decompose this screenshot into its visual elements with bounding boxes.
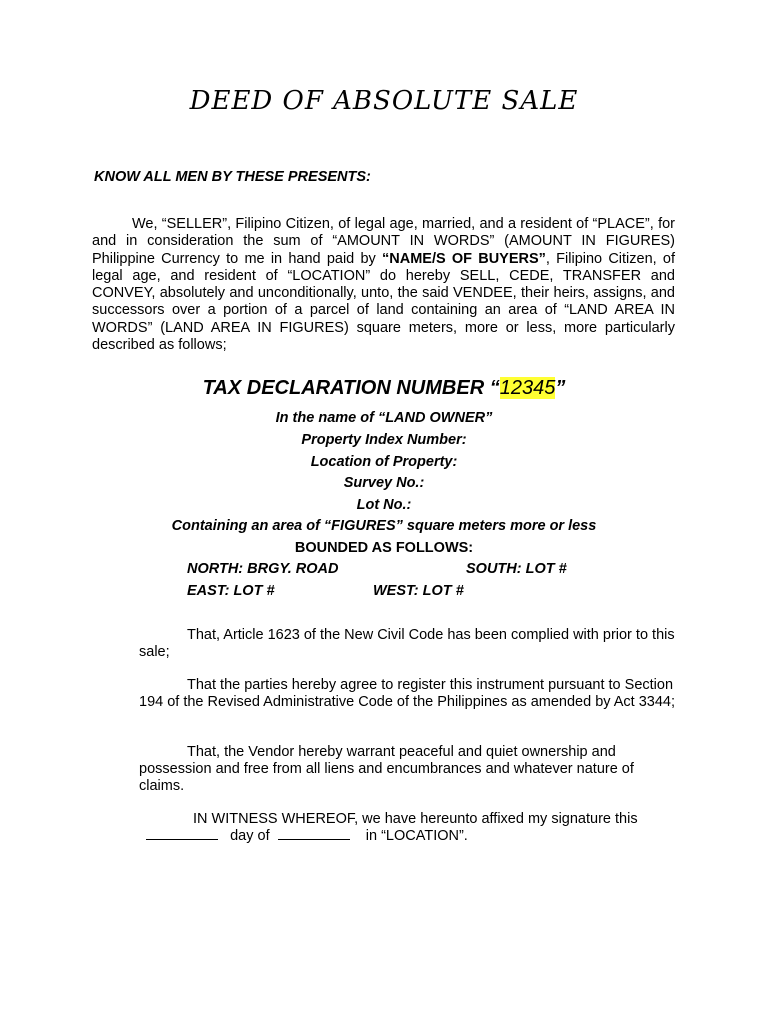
location-text: in “LOCATION”.: [365, 828, 468, 844]
survey-number: Survey No.:: [343, 475, 425, 491]
article-clause-text: That, Article 1623 of the New Civil Code has been complied with prior to this sale;: [139, 627, 675, 660]
register-clause-text: That the parties hereby agree to register this instrument pursuant to Section 194 of the Revised Administrative Code of the Philippines as amended by Act 3344;: [139, 677, 676, 710]
document-title: DEED OF ABSOLUTE SALE: [189, 86, 579, 116]
west-boundary: WEST: LOT #: [373, 583, 464, 599]
tax-declaration-heading: [0, 377, 768, 400]
north-boundary: NORTH: BRGY. ROAD: [187, 561, 339, 577]
property-location: Location of Property:: [310, 454, 458, 470]
intro-paragraph: [92, 216, 675, 354]
east-boundary: EAST: LOT #: [187, 583, 275, 599]
greeting-heading: KNOW ALL MEN BY THESE PRESENTS:: [94, 169, 371, 185]
tax-declaration-label: TAX DECLARATION NUMBER: [202, 377, 490, 399]
witness-line: IN WITNESS WHEREOF, we have hereunto affixed my signature this: [193, 811, 638, 827]
warranty-clause: [139, 744, 679, 795]
buyers-name: “NAME/S OF BUYERS”: [382, 250, 546, 267]
tax-close-quote: ”: [555, 377, 566, 399]
land-owner-line: In the name of “LAND OWNER”: [275, 410, 493, 426]
lot-number: Lot No.:: [356, 497, 412, 513]
witness-date-line: [146, 828, 666, 845]
register-clause: [139, 677, 679, 711]
property-index-number: Property Index Number:: [301, 432, 467, 448]
tax-declaration-number: 12345: [499, 377, 556, 399]
area-line: Containing an area of “FIGURES” square meters more or less: [171, 518, 597, 534]
south-boundary: SOUTH: LOT #: [466, 561, 567, 577]
bounded-heading: BOUNDED AS FOLLOWS:: [294, 540, 474, 556]
warranty-clause-text: That, the Vendor hereby warrant peaceful and quiet ownership and possession and free from all liens and encumbrances and whatever nature of claims.: [139, 744, 634, 794]
tax-open-quote: “: [489, 377, 500, 399]
intro-text-part2: , Filipino Citizen, of legal age, and resident of “LOCATION” do hereby SELL, CEDE, TRANSFER and CONVEY, absolutely and unconditionally, unto, the said VENDEE, their heirs, assigns, and successors over a portion of a parcel of land containing an area of “LAND AREA IN WORDS” (LAND AREA IN FIGURES) square meters, more or less, more particularly described as follows;: [92, 250, 676, 354]
month-blank: [278, 828, 350, 840]
article-clause: [139, 627, 679, 661]
day-of-label: day of: [230, 828, 270, 844]
day-blank: [146, 828, 218, 840]
intro-text-part1: We, “SELLER”, Filipino Citizen, of legal age, married, and a resident of “PLACE”, for and in consideration the sum of “AMOUNT IN WORDS” (AMOUNT IN FIGURES) Philippine Currency to me in hand paid by: [92, 216, 675, 267]
